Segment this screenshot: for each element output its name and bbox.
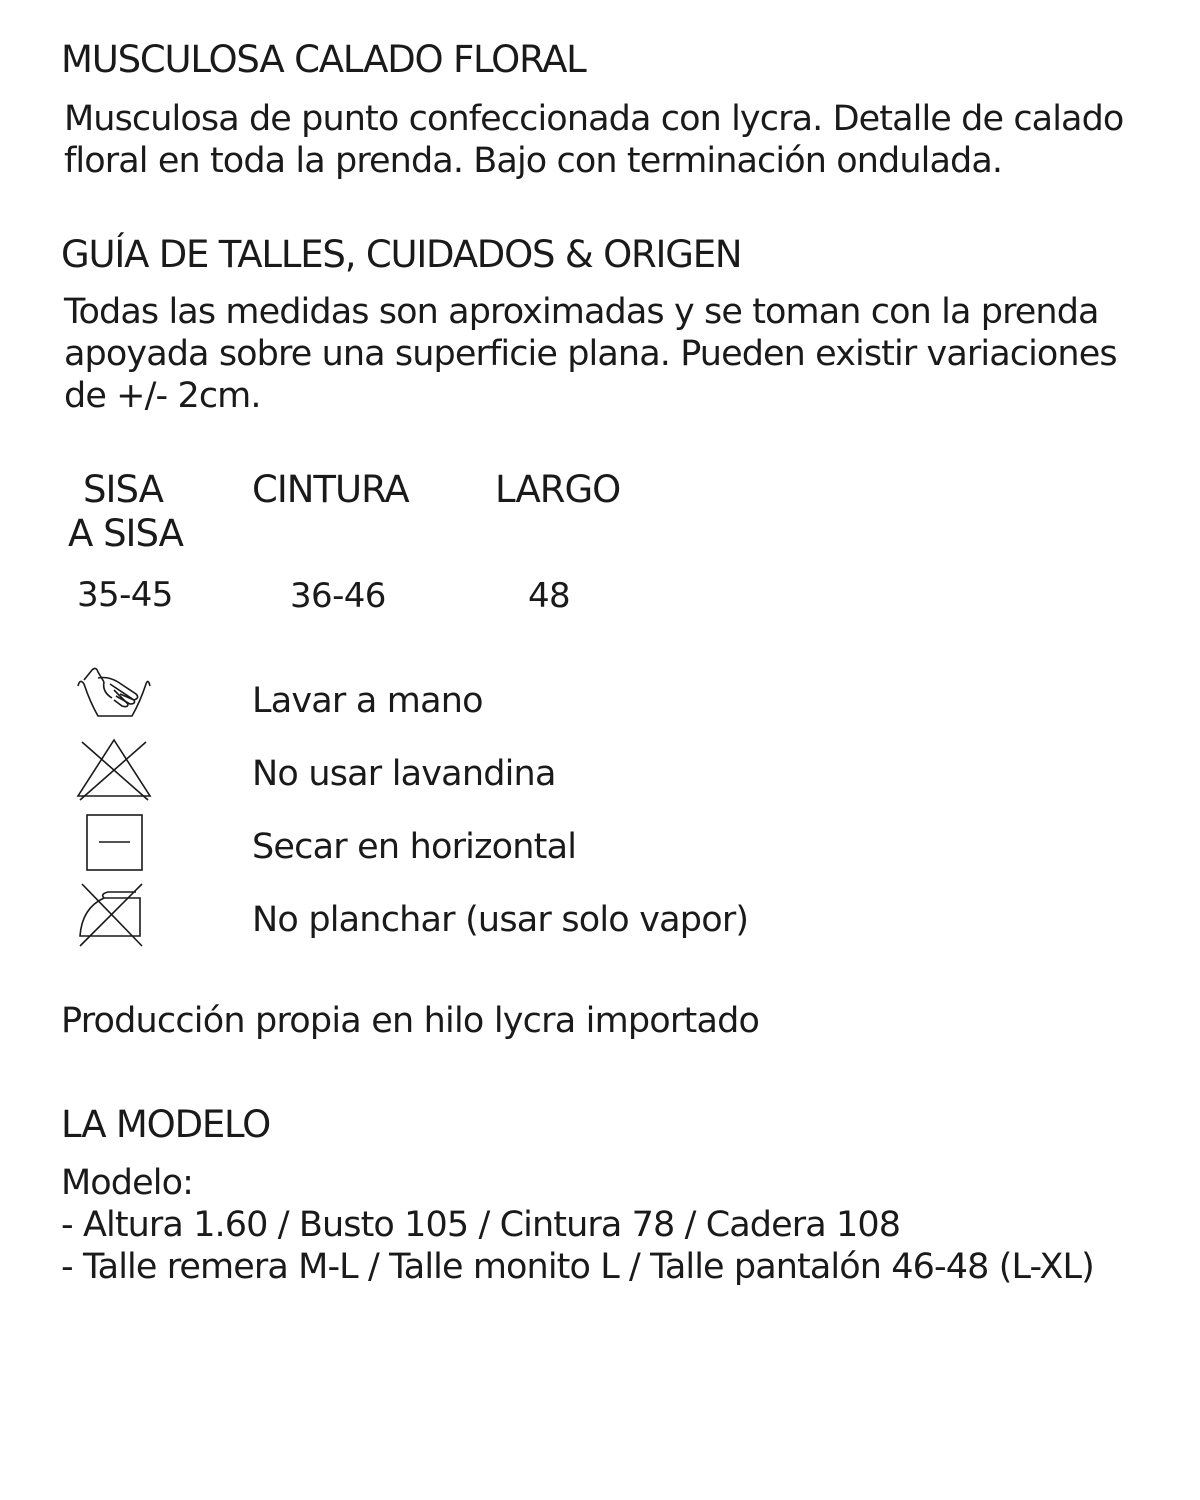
guide-title: GUÍA DE TALLES, CUIDADOS & ORIGEN: [61, 233, 742, 276]
column-header-sisa: SISA: [83, 468, 163, 511]
model-info-line: Modelo:: [61, 1163, 193, 1203]
guide-description-line: Todas las medidas son aproximadas y se toman con la prenda: [64, 292, 1099, 332]
hand-wash-icon: [74, 664, 154, 722]
product-title: MUSCULOSA CALADO FLORAL: [61, 38, 586, 81]
model-info-line: - Altura 1.60 / Busto 105 / Cintura 78 / Cadera 108: [61, 1205, 901, 1245]
size-value-sisa: 35-45: [77, 575, 173, 615]
column-header-largo: LARGO: [495, 468, 621, 511]
origin-text: Producción propia en hilo lycra importado: [61, 1001, 760, 1041]
column-header-cintura: CINTURA: [252, 468, 409, 511]
guide-description-line: apoyada sobre una superficie plana. Pueden existir variaciones: [64, 334, 1117, 374]
care-label-dry-flat: Secar en horizontal: [252, 827, 577, 867]
product-description-line: floral en toda la prenda. Bajo con terminación ondulada.: [64, 141, 1003, 181]
care-label-hand-wash: Lavar a mano: [252, 681, 483, 721]
care-label-no-iron: No planchar (usar solo vapor): [252, 900, 749, 940]
column-header-sisa-line2: A SISA: [68, 512, 183, 555]
size-value-largo: 48: [528, 576, 571, 616]
no-bleach-icon: [74, 736, 154, 802]
product-description-line: Musculosa de punto confeccionada con lycra. Detalle de calado: [64, 99, 1124, 139]
guide-description-line: de +/- 2cm.: [64, 376, 261, 416]
size-value-cintura: 36-46: [290, 576, 386, 616]
model-title: LA MODELO: [61, 1103, 271, 1146]
dry-flat-icon: [84, 812, 146, 874]
no-iron-icon: [74, 880, 148, 950]
model-info-line: - Talle remera M-L / Talle monito L / Talle pantalón 46-48 (L-XL): [61, 1247, 1094, 1287]
care-label-no-bleach: No usar lavandina: [252, 754, 556, 794]
